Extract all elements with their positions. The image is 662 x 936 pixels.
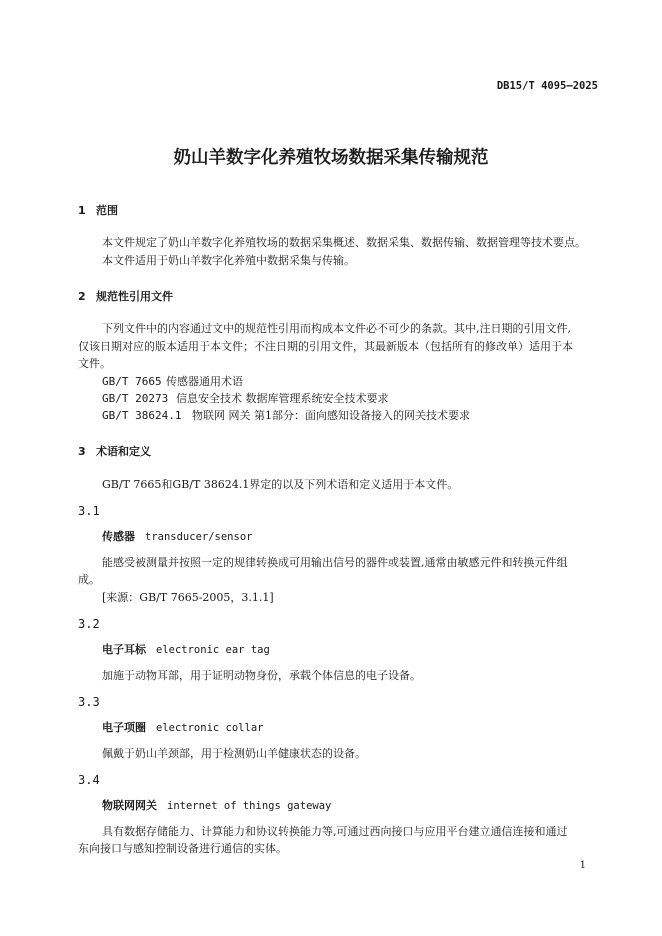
paragraph-line: 文件。	[78, 357, 111, 370]
reference-title: 信息安全技术 数据库管理系统安全技术要求	[176, 392, 389, 405]
page-number: 1	[579, 860, 586, 871]
term-definition-line: 成。	[78, 573, 100, 586]
section-title: 规范性引用文件	[96, 290, 173, 303]
doc-number: DB15/T 4095—2025	[496, 80, 598, 92]
section-title: 术语和定义	[96, 445, 151, 458]
term-en: electronic collar	[156, 722, 264, 734]
term-zh: 电子项圈	[102, 721, 146, 734]
reference-item	[102, 390, 389, 407]
paragraph-line: 下列文件中的内容通过文中的规范性引用而构成本文件必不可少的条款。其中,注日期的引用文件,	[102, 322, 571, 335]
term-definition-line: 佩戴于奶山羊颈部，用于检测奶山羊健康状态的设备。	[102, 747, 366, 760]
reference-title: 传感器通用术语	[166, 375, 243, 388]
paragraph: 本文件规定了奶山羊数字化养殖牧场的数据采集概述、数据采集、数据传输、数据管理等技术要点。	[102, 236, 586, 249]
section-1-heading	[78, 202, 118, 218]
section-2-heading	[78, 288, 173, 304]
paragraph-line: 仅该日期对应的版本适用于本文件；不注日期的引用文件，其最新版本（包括所有的修改单）适用于本	[78, 340, 573, 353]
term-heading	[102, 797, 331, 813]
reference-title: 物联网 网关 第1部分：面向感知设备接入的网关技术要求	[192, 409, 470, 422]
section-title: 范围	[96, 204, 118, 217]
term-zh: 电子耳标	[102, 643, 146, 656]
reference-item	[102, 407, 470, 424]
term-heading	[102, 719, 263, 735]
term-definition-line: 具有数据存储能力、计算能力和协议转换能力等,可通过西向接口与应用平台建立通信连接和通过	[102, 825, 568, 838]
document-title: 奶山羊数字化养殖牧场数据采集传输规范	[173, 148, 489, 168]
paragraph: GB/T 7665和GB/T 38624.1界定的以及下列术语和定义适用于本文件。	[102, 478, 459, 491]
section-number: 3	[78, 445, 86, 458]
term-source: [来源：GB/T 7665-2005，3.1.1]	[102, 591, 274, 604]
term-number: 3.3	[78, 695, 100, 709]
term-definition-line: 加施于动物耳部，用于证明动物身份，承载个体信息的电子设备。	[102, 669, 421, 682]
section-number: 1	[78, 204, 86, 217]
term-zh: 传感器	[102, 530, 135, 543]
term-number: 3.4	[78, 773, 100, 787]
reference-code: GB/T 20273	[102, 392, 169, 405]
term-zh: 物联网网关	[102, 799, 157, 812]
reference-item	[102, 373, 243, 390]
section-number: 2	[78, 290, 86, 303]
term-en: electronic ear tag	[156, 644, 270, 656]
term-number: 3.1	[78, 504, 100, 518]
term-heading	[102, 641, 270, 657]
term-heading	[102, 528, 252, 544]
section-3-heading	[78, 443, 151, 459]
reference-code: GB/T 38624.1	[102, 409, 182, 422]
term-en: internet of things gateway	[167, 800, 332, 812]
term-definition-line: 能感受被测量并按照一定的规律转换成可用输出信号的器件或装置,通常由敏感元件和转换元件组	[102, 556, 568, 569]
term-en: transducer/sensor	[145, 531, 253, 543]
paragraph: 本文件适用于奶山羊数字化养殖中数据采集与传输。	[102, 254, 355, 267]
term-number: 3.2	[78, 617, 100, 631]
reference-code: GB/T 7665	[102, 375, 162, 388]
term-definition-line: 东向接口与感知控制设备进行通信的实体。	[78, 842, 287, 855]
